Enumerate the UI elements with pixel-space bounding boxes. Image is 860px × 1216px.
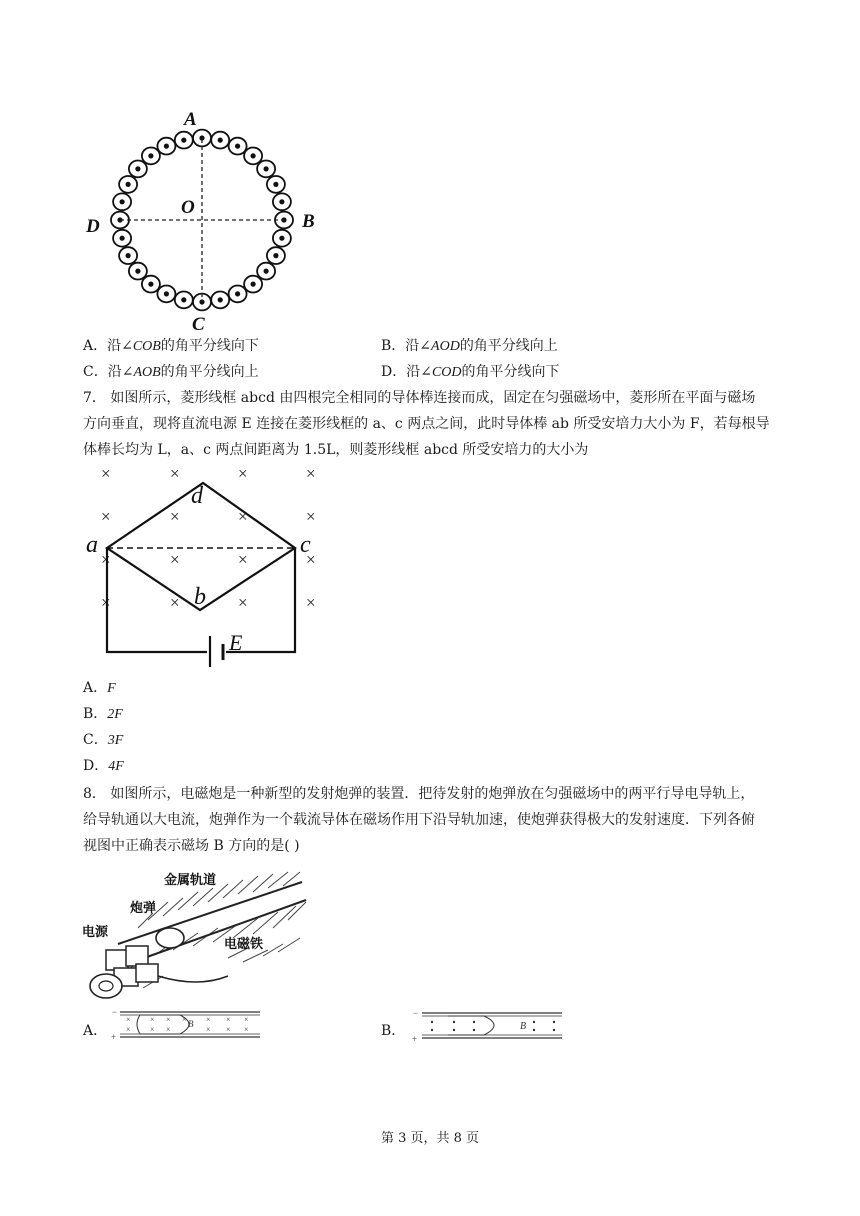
- q8-option-b-label: B．: [381, 1023, 406, 1039]
- field-dot: [553, 1021, 555, 1023]
- current-dot: [264, 269, 269, 274]
- cross-mark: ×: [150, 1015, 155, 1024]
- q7-stem-line-1: 7． 如图所示，菱形线框 abcd 由四根完全相同的导体棒连接而成，固定在匀强磁场中，菱形所在平面与磁场: [83, 390, 756, 406]
- cross-mark: ×: [182, 1015, 187, 1024]
- wheel: [90, 974, 122, 998]
- cross-mark: ×: [170, 464, 180, 483]
- current-dot: [218, 138, 223, 143]
- current-dot: [135, 269, 140, 274]
- cross-mark: ×: [306, 593, 316, 612]
- cross-mark: ×: [170, 550, 180, 569]
- field-dot: [453, 1021, 455, 1023]
- current-dot: [218, 297, 223, 302]
- cross-mark: ×: [206, 1025, 211, 1034]
- q7-option-d: D．4F: [83, 758, 124, 774]
- label-b: b: [194, 584, 206, 610]
- label-B: B: [188, 1019, 194, 1029]
- current-dot: [135, 166, 140, 171]
- q8-stem-line-1: 8． 如图所示，电磁炮是一种新型的发射炮弹的装置．把待发射的炮弹放在匀强磁场中的两平行导电导轨上，: [83, 786, 755, 802]
- current-dot: [120, 199, 125, 204]
- shell-body: [156, 928, 184, 948]
- label-shell: 炮弹: [130, 901, 157, 916]
- current-dot: [235, 291, 240, 296]
- q6-option-d: D．沿∠COD的角平分线向下: [381, 364, 560, 380]
- current-dot: [164, 291, 169, 296]
- current-dot: [120, 236, 125, 241]
- cross-mark: ×: [306, 550, 316, 569]
- current-dot: [148, 282, 153, 287]
- page-footer: 第 3 页，共 8 页: [380, 1131, 480, 1146]
- q7-stem-line-3: 体棒长均为 L，a、c 两点间距离为 1.5L，则菱形线框 abcd 所受安培力的大小为: [83, 442, 589, 458]
- rhombus-circuit-figure: [80, 460, 340, 670]
- cross-mark: ×: [238, 593, 248, 612]
- current-dot: [273, 253, 278, 258]
- cross-mark: ×: [101, 550, 111, 569]
- label-magnet: 电磁铁: [224, 937, 264, 952]
- current-dot: [251, 282, 256, 287]
- ring-figure: [80, 105, 330, 335]
- current-dot: [126, 253, 131, 258]
- q7-option-a: A．F: [83, 680, 116, 696]
- cross-mark: ×: [150, 1025, 155, 1034]
- current-dot: [181, 297, 186, 302]
- q8-option-a-label: A．: [83, 1023, 108, 1039]
- cross-mark: ×: [238, 550, 248, 569]
- cross-mark: ×: [306, 464, 316, 483]
- plus-sign: +: [111, 1032, 117, 1042]
- minus-sign: −: [413, 1008, 419, 1018]
- cross-mark: ×: [170, 507, 180, 526]
- current-dot: [279, 236, 284, 241]
- current-dot: [235, 144, 240, 149]
- current-dot: [164, 144, 169, 149]
- q8-option-a-diagram: [110, 1008, 262, 1042]
- label-E: E: [229, 630, 243, 655]
- plus-sign: +: [412, 1034, 418, 1044]
- cross-mark: ×: [101, 464, 111, 483]
- cross-mark: ×: [206, 1015, 211, 1024]
- cross-mark: ×: [306, 507, 316, 526]
- cross-mark: ×: [101, 507, 111, 526]
- cross-mark: ×: [126, 1015, 131, 1024]
- cross-mark: ×: [226, 1025, 231, 1034]
- cross-mark: ×: [226, 1015, 231, 1024]
- cross-mark: ×: [238, 507, 248, 526]
- cross-mark: ×: [166, 1025, 171, 1034]
- current-dot: [148, 153, 153, 158]
- q8-option-b-diagram: [408, 1008, 564, 1044]
- cross-mark: ×: [101, 593, 111, 612]
- field-dot: [431, 1029, 433, 1031]
- field-dot: [431, 1021, 433, 1023]
- q6-option-c: C．沿∠AOB的角平分线向上: [83, 364, 259, 380]
- label-B: B: [302, 211, 315, 232]
- q7-option-b: B．2F: [83, 706, 123, 722]
- label-D: D: [86, 216, 100, 237]
- label-c: c: [300, 532, 311, 558]
- current-dot: [251, 153, 256, 158]
- circuit-wire: [107, 548, 207, 652]
- label-power: 电源: [82, 925, 109, 940]
- current-dot: [181, 138, 186, 143]
- cross-mark: ×: [170, 593, 180, 612]
- current-dot: [279, 199, 284, 204]
- current-dot: [126, 182, 131, 187]
- field-dot: [473, 1021, 475, 1023]
- label-A: A: [184, 109, 197, 130]
- field-dot: [533, 1029, 535, 1031]
- cross-mark: ×: [244, 1025, 249, 1034]
- cross-mark: ×: [166, 1015, 171, 1024]
- railgun-illustration: [78, 858, 310, 1006]
- label-O: O: [181, 197, 195, 218]
- field-dot: [533, 1021, 535, 1023]
- q6-option-b: B．沿∠AOD的角平分线向上: [381, 338, 558, 354]
- field-dot: [553, 1029, 555, 1031]
- label-d: d: [191, 483, 203, 509]
- q8-stem-line-3: 视图中正确表示磁场 B 方向的是( ): [83, 838, 300, 854]
- minus-sign: −: [112, 1008, 118, 1017]
- current-dot: [273, 182, 278, 187]
- cross-mark: ×: [244, 1015, 249, 1024]
- label-B: B: [520, 1021, 527, 1032]
- current-dot: [264, 166, 269, 171]
- q7-stem-line-2: 方向垂直，现将直流电源 E 连接在菱形线框的 a、c 两点之间，此时导体棒 ab 所受安培力大小为 F，若每根导: [83, 416, 770, 432]
- projectile-outline: [448, 1016, 494, 1035]
- label-rail: 金属轨道: [164, 873, 217, 888]
- cross-mark: ×: [126, 1025, 131, 1034]
- cross-mark: ×: [238, 464, 248, 483]
- label-C: C: [192, 314, 205, 335]
- q8-stem-line-2: 给导轨通以大电流，炮弹作为一个载流导体在磁场作用下沿导轨加速，使炮弹获得极大的发射速度．下列各俯: [83, 812, 755, 828]
- cable: [158, 976, 228, 982]
- field-dot: [473, 1029, 475, 1031]
- q7-option-c: C．3F: [83, 732, 124, 748]
- field-dot: [453, 1029, 455, 1031]
- label-a: a: [86, 532, 98, 558]
- q6-option-a: A．沿∠COB的角平分线向下: [83, 338, 259, 354]
